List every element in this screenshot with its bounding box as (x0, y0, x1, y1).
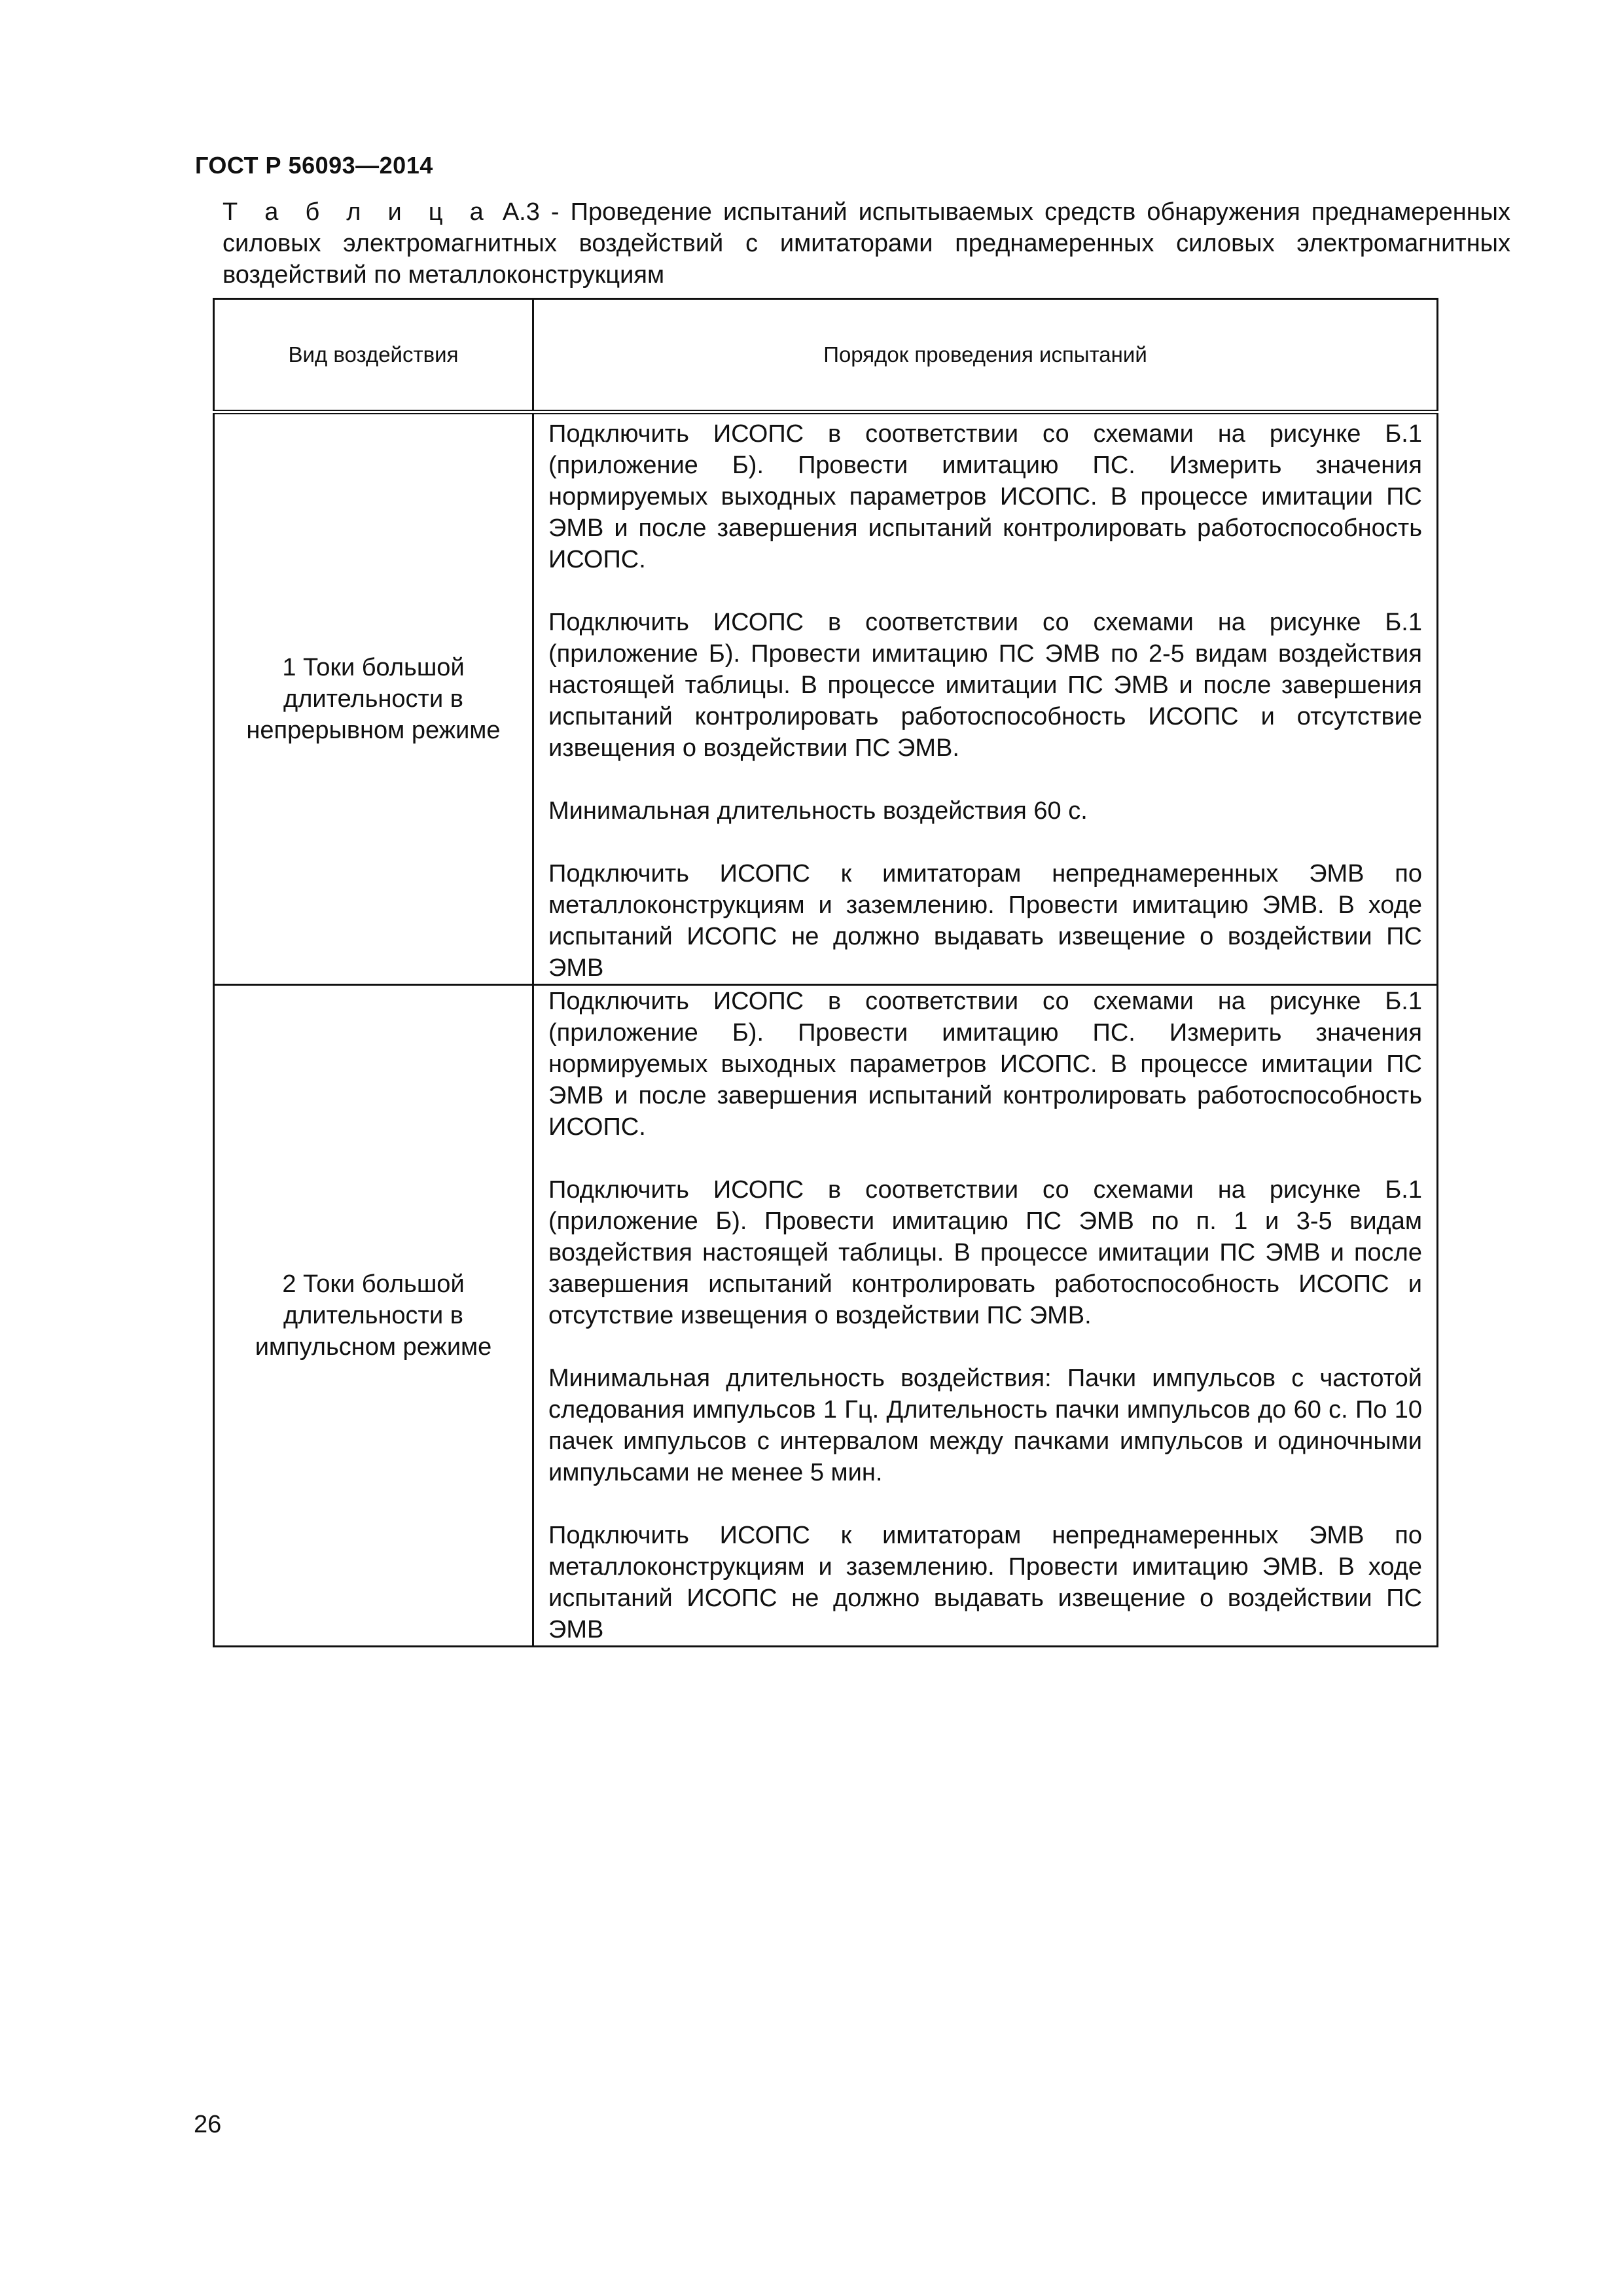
table-header-row (214, 299, 1438, 412)
table-row (214, 412, 1438, 985)
procedure-paragraph: Минимальная длительность воздействия 60 с. (548, 797, 1088, 825)
procedure-paragraph: Подключить ИСОПС к имитаторам непреднамеренных ЭМВ по металлоконструкциям и заземлению. Провести имитацию ЭМВ. В ходе испытаний ИСОПС не должно выдавать извещение о воздействии ПС ЭМВ (548, 1522, 1422, 1643)
table-caption-text: А.3 - Проведение испытаний испытываемых средств обнаружения преднамеренных силовых электромагнитных воздействий с имитаторами преднамеренных силовых электромагнитных воздействий по металлоконструкциям (223, 198, 1510, 289)
table-caption (223, 196, 1510, 291)
procedure-paragraph: Подключить ИСОПС в соответствии со схемами на рисунке Б.1 (приложение Б). Провести имитацию ПС ЭМВ по 2-5 видам воздействия настоящей таблицы. В процессе имитации ПС ЭМВ и после завершения испытаний контролировать работоспособность ИСОПС и отсутствие извещения о воздействии ПС ЭМВ. (548, 609, 1422, 762)
procedure-paragraph: Подключить ИСОПС к имитаторам непреднамеренных ЭМВ по металлоконструкциям и заземлению. Провести имитацию ЭМВ. В ходе испытаний ИСОПС не должно выдавать извещение о воздействии ПС ЭМВ (548, 860, 1422, 982)
procedure-paragraph: Минимальная длительность воздействия: Пачки импульсов с частотой следования импульсов 1 Гц. Длительность пачки импульсов до 60 с. По 10 пачек импульсов с интервалом между пачками импульсов и одиночными импульсами не менее 5 мин. (548, 1365, 1422, 1486)
page-number: 26 (194, 2111, 222, 2138)
table-row (214, 985, 1438, 1647)
impact-type-cell: 2 Токи большой длительности в импульсном режиме (214, 985, 533, 1647)
column-header-type: Вид воздействия (214, 299, 533, 412)
procedure-paragraph: Подключить ИСОПС в соответствии со схемами на рисунке Б.1 (приложение Б). Провести имитацию ПС. Измерить значения нормируемых выходных параметров ИСОПС. В процессе имитации ПС ЭМВ и после завершения испытаний контролировать работоспособность ИСОПС. (548, 420, 1422, 573)
table-caption-label: Т а б л и ц а (223, 198, 491, 226)
procedure-cell (533, 985, 1438, 1647)
procedure-paragraph: Подключить ИСОПС в соответствии со схемами на рисунке Б.1 (приложение Б). Провести имитацию ПС. Измерить значения нормируемых выходных параметров ИСОПС. В процессе имитации ПС ЭМВ и после завершения испытаний контролировать работоспособность ИСОПС. (548, 988, 1422, 1141)
procedure-paragraph: Подключить ИСОПС в соответствии со схемами на рисунке Б.1 (приложение Б). Провести имитацию ПС ЭМВ по п. 1 и 3-5 видам воздействия настоящей таблицы. В процессе имитации ПС ЭМВ и после завершения испытаний контролировать работоспособность ИСОПС и отсутствие извещения о воздействии ПС ЭМВ. (548, 1176, 1422, 1329)
test-procedure-table (213, 298, 1438, 1647)
document-header: ГОСТ Р 56093—2014 (195, 152, 433, 179)
impact-type-cell: 1 Токи большой длительности в непрерывном режиме (214, 412, 533, 985)
column-header-procedure: Порядок проведения испытаний (533, 299, 1438, 412)
procedure-cell (533, 412, 1438, 985)
